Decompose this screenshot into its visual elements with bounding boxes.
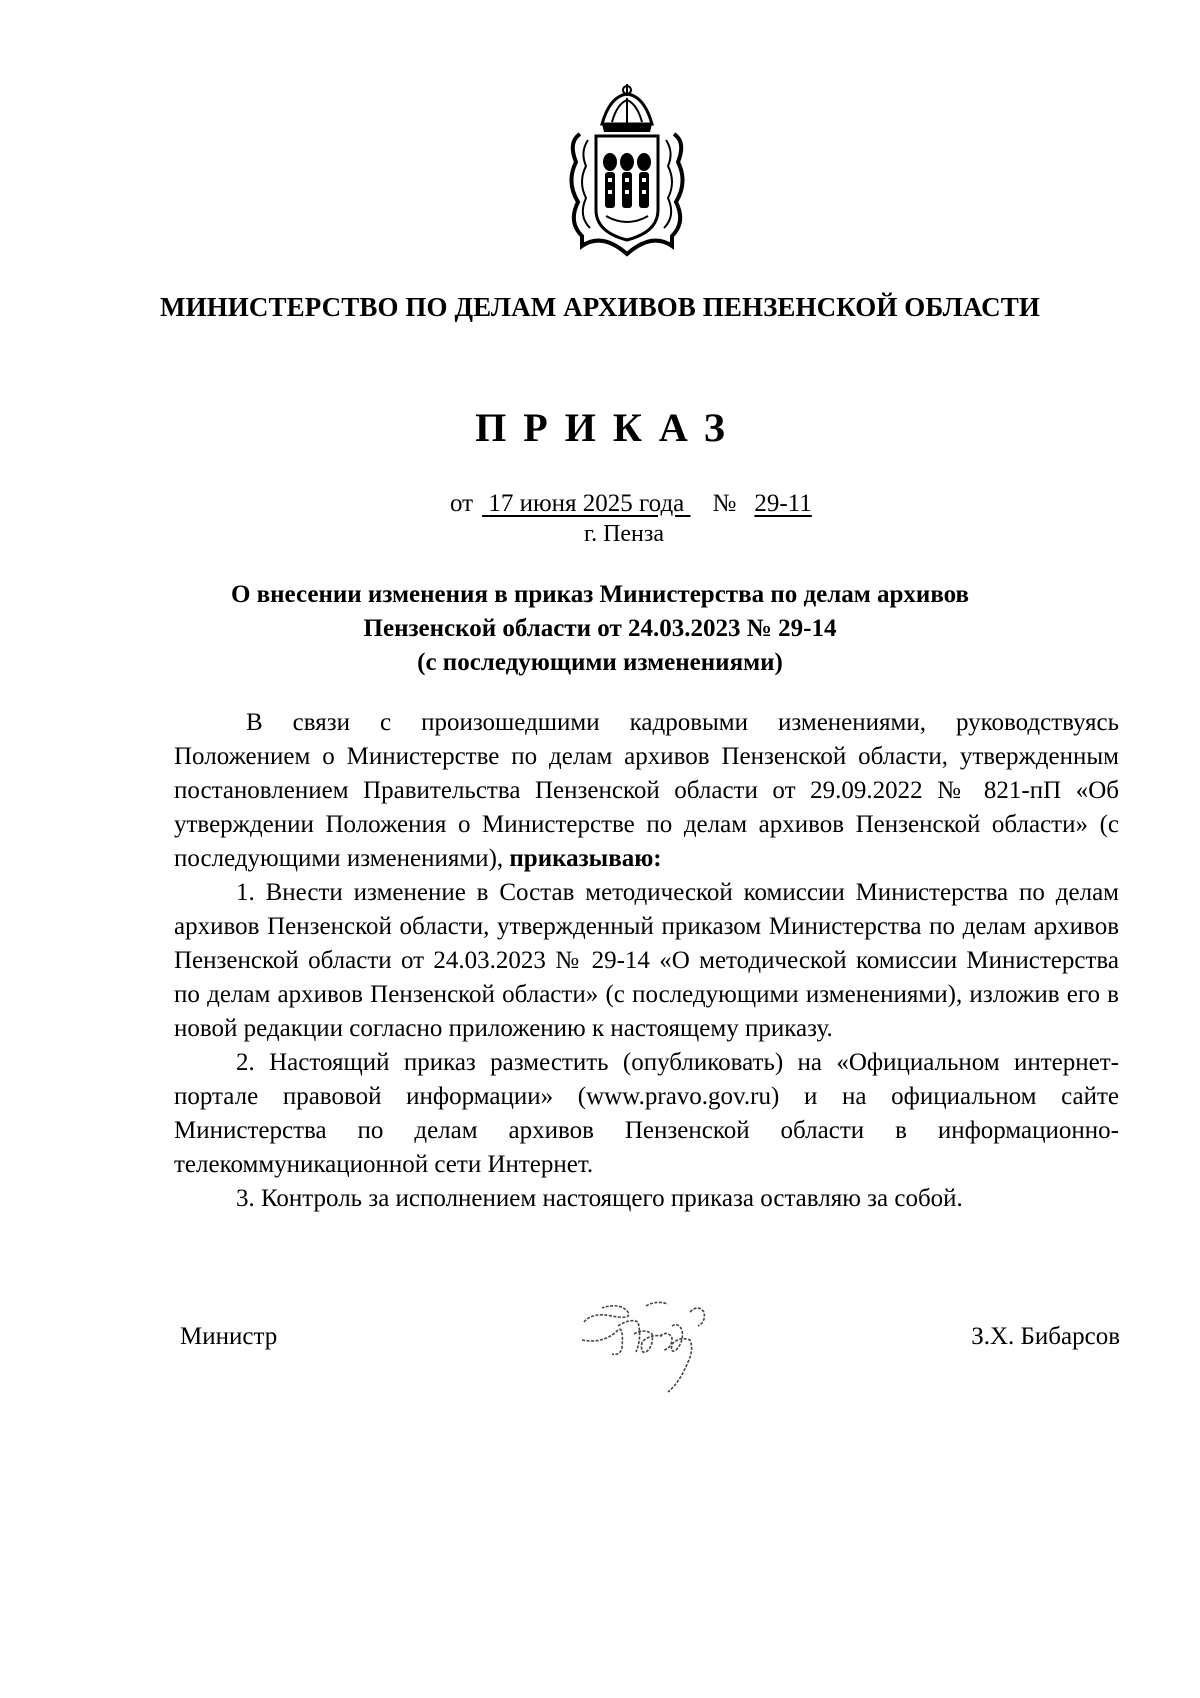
order-item-3: 3. Контроль за исполнением настоящего приказа оставляю за собой. [236, 1185, 963, 1212]
order-date-number-line [450, 490, 812, 518]
order-body [174, 706, 1119, 1216]
preamble-paragraph: В связи с произошедшими кадровыми изменениями, руководствуясь Положением о Министерстве по делам архивов Пензенской области, утвержденным постановлением Правительства Пензенской области от 29.09.2022 № 821-пП «Об утверждении Положения о Министерстве по делам архивов Пензенской области» (с последующими изменениями), приказываю: [174, 709, 1119, 872]
city: г. Пенза [583, 521, 665, 547]
coat-of-arms-icon [562, 82, 692, 258]
order-number: 29-11 [754, 490, 812, 517]
subject-line: (с последующими изменениями) [417, 649, 783, 676]
order-subject [120, 578, 1080, 680]
subject-line: Пензенской области от 24.03.2023 № 29-14 [363, 615, 837, 642]
number-sign: № [712, 490, 737, 517]
order-item-1: 1. Внести изменение в Состав методической комиссии Министерства по делам архивов Пензенской области, утвержденный приказом Министерства по делам архивов Пензенской области от 24.03.2023 № 29-14 «О методической комиссии Министерства по делам архивов Пензенской области» (с последующими изменениями), изложив его в новой редакции согласно приложению к настоящему приказу. [174, 879, 1119, 1042]
order-word: приказываю: [509, 845, 662, 872]
signatory-title: Министр [180, 1323, 278, 1350]
signature-icon [572, 1282, 732, 1400]
order-date: 17 июня 2025 года [488, 490, 685, 517]
date-prefix: от [450, 490, 474, 517]
ministry-name: МИНИСТЕРСТВО ПО ДЕЛАМ АРХИВОВ ПЕНЗЕНСКОЙ ОБЛАСТИ [160, 292, 1040, 322]
order-item-2: 2. Настоящий приказ разместить (опубликовать) на «Официальном интернет-портале правовой информации» (www.pravo.gov.ru) и на официальном сайте Министерства по делам архивов Пензенской области в информационно-телекоммуникационной сети Интернет. [174, 1049, 1119, 1178]
subject-line: О внесении изменения в приказ Министерства по делам архивов [230, 581, 970, 608]
document-type-title: ПРИКАЗ [475, 405, 742, 450]
signatory-name: З.Х. Бибарсов [971, 1323, 1120, 1350]
